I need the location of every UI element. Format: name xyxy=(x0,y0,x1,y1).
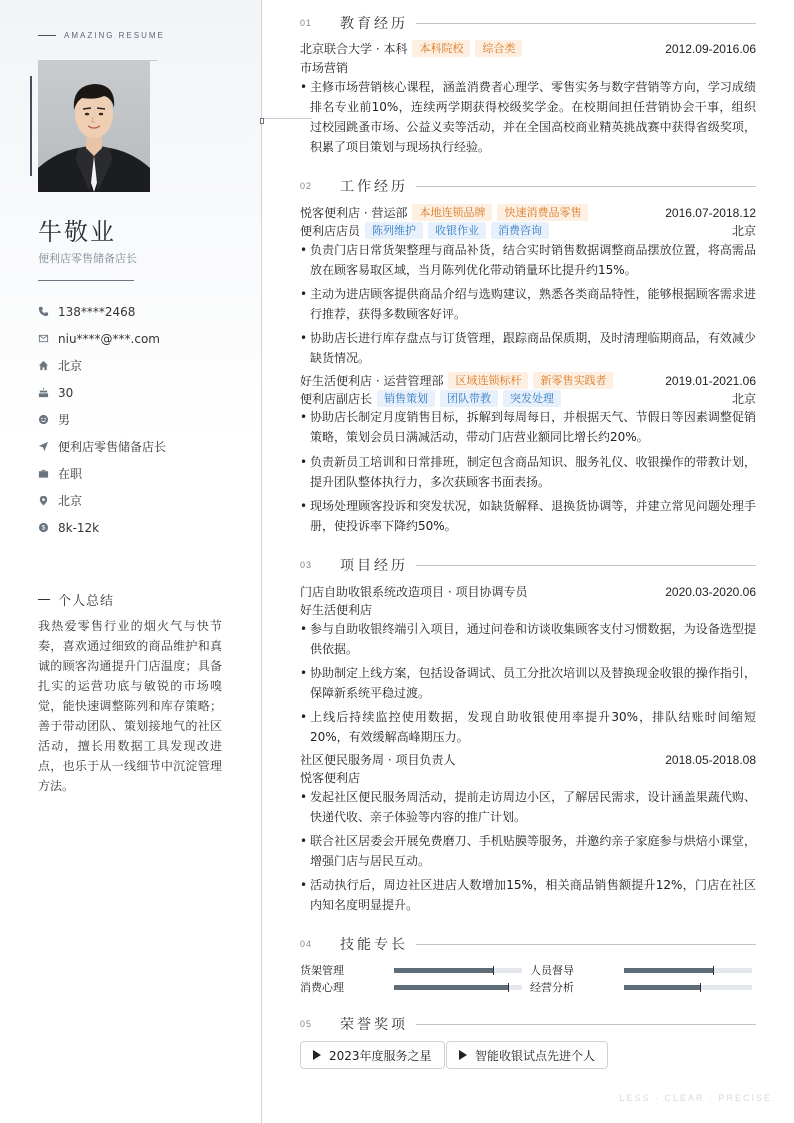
section-rule xyxy=(416,1024,756,1025)
contact-salary-text: 8k-12k xyxy=(58,520,100,535)
home-icon xyxy=(38,360,58,371)
education-bullet: • 主修市场营销核心课程，涵盖消费者心理学、零售实务与数字营销等方向，学习成绩排名专业前10%，连续两学期获得校级奖学金。在校期间担任营销协会干事，组织过校园跳蚤市场、公益义卖等活动，并在全国高校商业精英挑战赛中获得省级奖项，积累了项目策划与现场执行经验。 xyxy=(300,77,756,157)
project-date: 2020.03-2020.06 xyxy=(665,584,756,599)
work-company: 悦客便利店 · 营运部 xyxy=(300,206,408,220)
profile-name: 牛敬业 xyxy=(38,218,116,246)
skill-bar xyxy=(624,985,752,990)
education-major-row xyxy=(300,59,756,76)
name-divider xyxy=(38,280,134,281)
work-role-tag: 销售策划 xyxy=(377,390,435,407)
money-icon xyxy=(38,522,58,533)
work-bullet: • 负责新员工培训和日常排班，制定包含商品知识、服务礼仪、收银操作的带教计划，提升团队整体执行力，多次获顾客书面表扬。 xyxy=(300,452,756,492)
project-bullet: • 发起社区便民服务周活动，提前走访周边小区，了解居民需求，设计涵盖果蔬代购、快递代收、亲子体验等内容的推广计划。 xyxy=(300,787,756,827)
project-org-row xyxy=(300,769,756,786)
skill-name: 货架管理 xyxy=(300,964,344,977)
project-header-row xyxy=(300,751,756,768)
work-city: 北京 xyxy=(731,224,756,238)
footer-tagline: LESS · CLEAR · PRECISE xyxy=(619,1093,772,1103)
section-rule xyxy=(416,944,756,945)
summary-heading-text: 个人总结 xyxy=(58,594,115,609)
award-text: 智能收银试点先进个人 xyxy=(475,1048,596,1063)
work-date: 2016.07-2018.12 xyxy=(665,205,756,220)
work-bullet: • 现场处理顾客投诉和突发状况，如缺货解释、退换货协调等，并建立常见问题处理手册，使投诉率下降约50%。 xyxy=(300,496,756,536)
skill-item xyxy=(530,979,574,995)
summary-heading xyxy=(38,590,114,609)
summary-dash xyxy=(38,599,50,600)
section-label: 荣誉奖项 xyxy=(340,1017,408,1033)
work-company-tag: 快速消费品零售 xyxy=(497,204,588,221)
summary-text: 我热爱零售行业的烟火气与快节奏，喜欢通过细致的商品维护和真诚的顾客沟通提升门店温度；具备扎实的运营功底与敏锐的市场嗅觉，能快速调整陈列和库存策略；善于带动团队、策划接地气的社区活动，擅长用数据工具发现改进点，也乐于从一线细节中沉淀管理方法。 xyxy=(38,619,222,793)
work-bullet: • 主动为进店顾客提供商品介绍与选购建议，熟悉各类商品特性，能够根据顾客需求进行推荐，获得多数顾客好评。 xyxy=(300,284,756,324)
education-date: 2012.09-2016.06 xyxy=(665,41,756,56)
contact-phone-text: 138****2468 xyxy=(58,304,136,319)
skill-item xyxy=(530,962,574,978)
contact-location xyxy=(38,487,238,514)
work-company: 好生活便利店 · 运营管理部 xyxy=(300,374,444,388)
avatar xyxy=(38,60,150,192)
brand-line xyxy=(38,35,56,36)
award-badge xyxy=(446,1041,608,1069)
contact-home xyxy=(38,352,238,379)
project-org: 悦客便利店 xyxy=(300,771,361,785)
project-name: 社区便民服务周 · 项目负责人 xyxy=(300,753,456,767)
project-bullet: • 参与自助收银终端引入项目，通过问卷和访谈收集顾客支付习惯数据，为设备选型提供依据。 xyxy=(300,619,756,659)
award-badge xyxy=(300,1041,445,1069)
contact-status xyxy=(38,460,238,487)
work-date: 2019.01-2021.06 xyxy=(665,373,756,388)
project-bullet: • 上线后持续监控使用数据，发现自助收银使用率提升30%，排队结账时间缩短20%，有效缓解高峰期压力。 xyxy=(300,707,756,747)
section-number: 05 xyxy=(300,1019,313,1029)
location-icon xyxy=(38,495,58,506)
photo-connector-dot xyxy=(260,118,264,124)
work-company-tag: 本地连锁品牌 xyxy=(412,204,492,221)
education-tag: 综合类 xyxy=(475,40,522,57)
contact-intent xyxy=(38,433,238,460)
work-city: 北京 xyxy=(731,392,756,406)
skill-bar xyxy=(394,985,522,990)
contact-gender xyxy=(38,406,238,433)
project-date: 2018.05-2018.08 xyxy=(665,752,756,767)
skill-fill xyxy=(394,985,509,990)
skill-bar xyxy=(394,968,522,973)
work-role-tag: 突发处理 xyxy=(503,390,561,407)
briefcase-icon xyxy=(38,468,58,479)
work-bullet: • 协助店长制定月度销售目标，拆解到每周每日，并根据天气、节假日等因素调整促销策略，策划会员日满减活动，带动门店营业额同比增长约20%。 xyxy=(300,407,756,447)
section-rule xyxy=(416,186,756,187)
contact-email xyxy=(38,325,238,352)
section-project-heading xyxy=(300,555,756,575)
work-company-tag: 新零售实践者 xyxy=(533,372,613,389)
skill-marker xyxy=(493,966,494,975)
education-school: 北京联合大学 · 本科 xyxy=(300,42,408,56)
svg-text:$: $ xyxy=(41,524,46,532)
skill-fill xyxy=(394,968,494,973)
project-org-row xyxy=(300,601,756,618)
section-work-heading xyxy=(300,176,756,196)
section-number: 03 xyxy=(300,560,313,570)
section-label: 工作经历 xyxy=(340,179,408,195)
send-icon xyxy=(38,441,58,452)
project-bullet: • 协助制定上线方案，包括设备调试、员工分批次培训以及替换现金收银的操作指引，保障新系统平稳过渡。 xyxy=(300,663,756,703)
skill-fill xyxy=(624,968,714,973)
skill-name: 人员督导 xyxy=(530,964,574,977)
avatar-illustration xyxy=(38,60,150,192)
photo-accent-bar xyxy=(30,76,32,176)
award-text: 2023年度服务之星 xyxy=(329,1048,432,1063)
mail-icon xyxy=(38,333,58,344)
section-label: 技能专长 xyxy=(340,937,408,953)
work-role-tag: 团队带教 xyxy=(440,390,498,407)
section-rule xyxy=(416,565,756,566)
project-bullet: • 联合社区居委会开展免费磨刀、手机贴膜等服务，并邀约亲子家庭参与烘焙小课堂，增强门店与居民互动。 xyxy=(300,831,756,871)
section-label: 项目经历 xyxy=(340,558,408,574)
work-role-row xyxy=(300,222,756,239)
contact-phone xyxy=(38,298,238,325)
section-number: 01 xyxy=(300,18,313,28)
education-major: 市场营销 xyxy=(300,61,349,75)
skill-name: 经营分析 xyxy=(530,981,574,994)
section-awards-heading xyxy=(300,1014,756,1034)
phone-icon xyxy=(38,306,58,317)
section-number: 04 xyxy=(300,939,313,949)
contact-age xyxy=(38,379,238,406)
work-role-row xyxy=(300,390,756,407)
brand-text: AMAZING RESUME xyxy=(64,31,165,40)
project-header-row xyxy=(300,583,756,600)
skill-marker xyxy=(700,983,701,992)
education-tag: 本科院校 xyxy=(412,40,470,57)
project-org: 好生活便利店 xyxy=(300,603,373,617)
project-name: 门店自助收银系统改造项目 · 项目协调专员 xyxy=(300,585,528,599)
section-label: 教育经历 xyxy=(340,16,408,32)
smile-icon xyxy=(38,414,58,425)
skill-fill xyxy=(624,985,701,990)
contact-status-text: 在职 xyxy=(58,467,83,481)
work-role-tag: 收银作业 xyxy=(428,222,486,239)
section-rule xyxy=(416,23,756,24)
skill-item xyxy=(300,979,344,995)
education-header-row xyxy=(300,40,756,57)
section-number: 02 xyxy=(300,181,313,191)
brand xyxy=(38,31,165,40)
work-role-tag: 陈列维护 xyxy=(365,222,423,239)
cake-icon xyxy=(38,387,58,398)
work-role-tag: 消费咨询 xyxy=(491,222,549,239)
sidebar xyxy=(0,0,262,1123)
section-skills-heading xyxy=(300,934,756,954)
skill-marker xyxy=(713,966,714,975)
profile-title: 便利店零售储备店长 xyxy=(38,252,137,265)
contact-list xyxy=(38,298,238,541)
work-header-row xyxy=(300,204,756,221)
skill-marker xyxy=(508,983,509,992)
work-bullet: • 协助店长进行库存盘点与订货管理，跟踪商品保质期，及时清理临期商品，有效减少缺货情况。 xyxy=(300,328,756,368)
contact-age-text: 30 xyxy=(58,385,74,400)
section-education-heading xyxy=(300,13,756,33)
contact-home-text: 北京 xyxy=(58,359,83,373)
work-bullet: • 负责门店日常货架整理与商品补货，结合实时销售数据调整商品摆放位置，将高需品放在顾客易取区域，当月陈列优化带动销量环比提升约15%。 xyxy=(300,240,756,280)
work-role: 便利店副店长 xyxy=(300,392,373,406)
contact-email-text: niu****@***.com xyxy=(58,331,160,346)
skill-item xyxy=(300,962,344,978)
skill-bar xyxy=(624,968,752,973)
skill-name: 消费心理 xyxy=(300,981,344,994)
contact-location-text: 北京 xyxy=(58,494,83,508)
work-role: 便利店店员 xyxy=(300,224,361,238)
project-bullet: • 活动执行后，周边社区进店人数增加15%，相关商品销售额提升12%，门店在社区内知名度明显提升。 xyxy=(300,875,756,915)
work-company-tag: 区域连锁标杆 xyxy=(448,372,528,389)
play-icon xyxy=(313,1050,321,1060)
contact-salary xyxy=(38,514,238,541)
contact-gender-text: 男 xyxy=(58,413,71,427)
play-icon xyxy=(459,1050,467,1060)
contact-intent-text: 便利店零售储备店长 xyxy=(58,440,167,454)
work-header-row xyxy=(300,372,756,389)
